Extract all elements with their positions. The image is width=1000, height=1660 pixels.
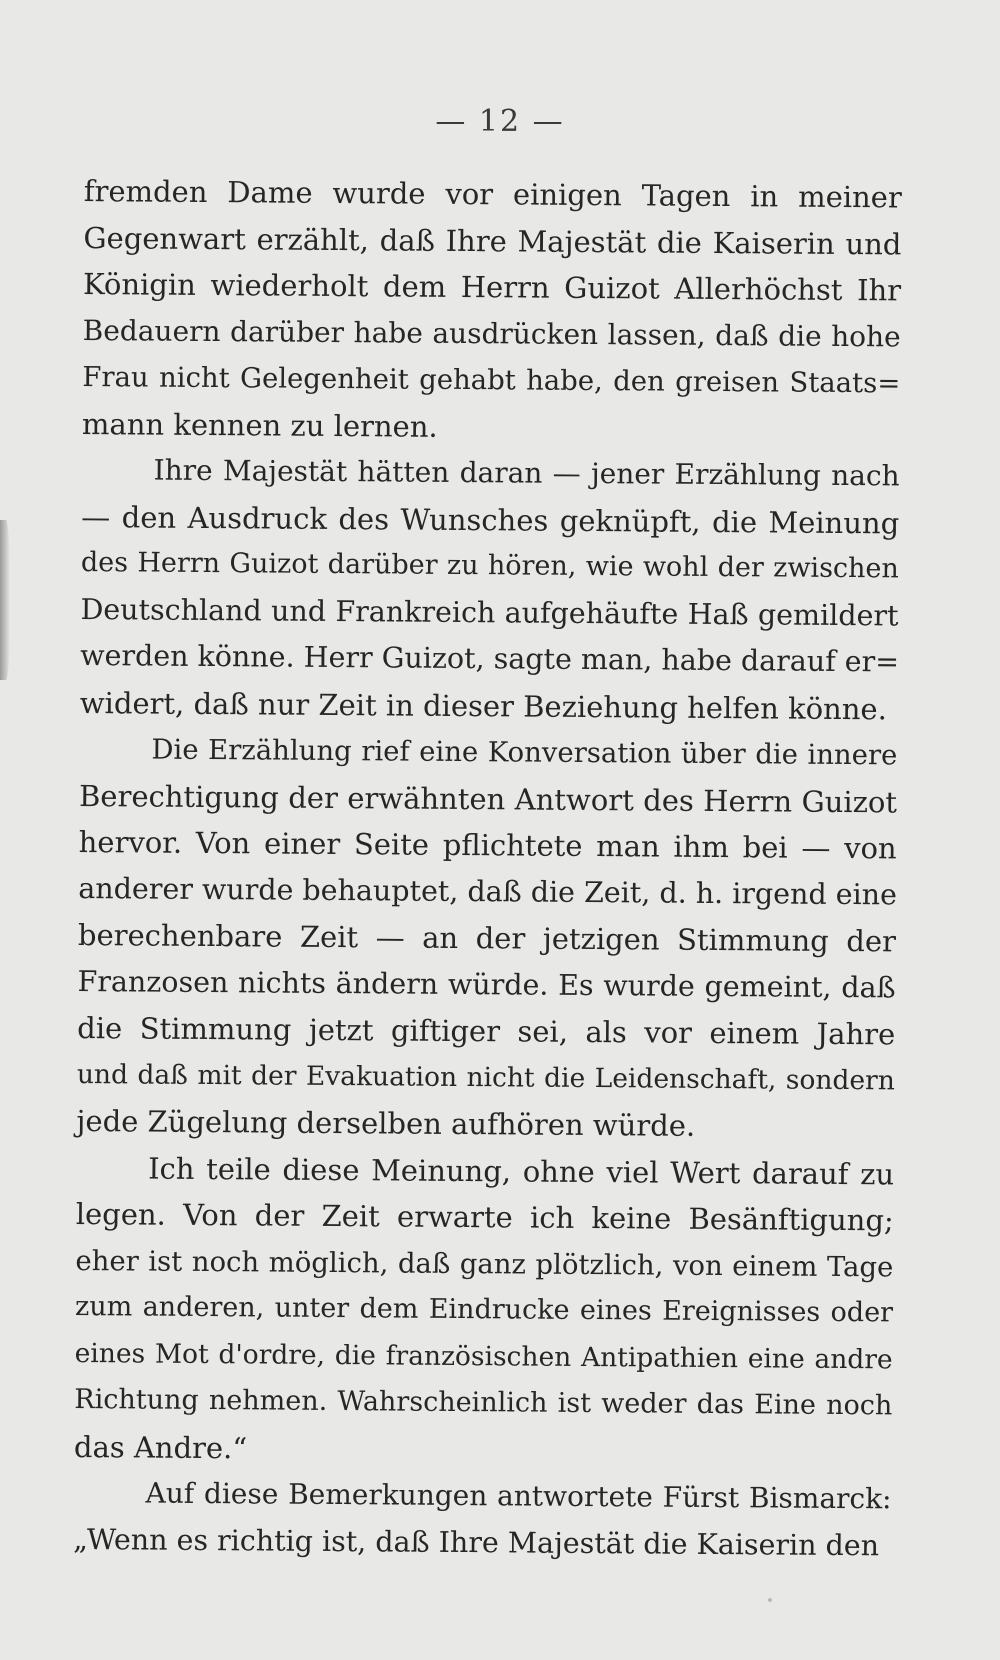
- text-line: die Stimmung jetzt giftiger sei, als vor einem Jahre: [77, 1010, 896, 1052]
- text-line: zum anderen, unter dem Eindrucke eines Ereignisses oder: [74, 1290, 894, 1329]
- text-line: Königin wiederholt dem Herrn Guizot Allerhöchst Ihr: [82, 266, 902, 308]
- text-line: Richtung nehmen. Wahrscheinlich ist weder das Eine noch: [74, 1383, 893, 1422]
- paragraph: [82, 168, 902, 453]
- text-line: legen. Von der Zeit erwarte ich keine Besänftigung;: [75, 1196, 894, 1238]
- paragraph: [80, 447, 900, 732]
- text-line: Ihre Majestät hätten daran — jener Erzählung nach: [153, 453, 900, 493]
- text-line: eher ist noch möglich, daß ganz plötzlich, von einem Tage: [75, 1244, 894, 1283]
- text-line: „Wenn es richtig ist, daß Ihre Majestät die Kaiserin den: [73, 1522, 880, 1562]
- text-line: — den Ausdruck des Wunsches geknüpft, die Meinung: [81, 499, 900, 540]
- body-text: [73, 168, 902, 1569]
- text-line: jede Zügelung derselben aufhören würde.: [76, 1103, 696, 1143]
- text-line: und daß mit der Evakuation nicht die Leidenschaft, sondern: [76, 1058, 895, 1096]
- text-line: Frau nicht Gelegenheit gehabt habe, den greisen Staats=: [82, 360, 901, 400]
- text-line: widert, daß nur Zeit in dieser Beziehung helfen könne.: [79, 685, 888, 726]
- paragraph: [74, 1144, 895, 1476]
- page-number: — 12 —: [435, 104, 565, 139]
- text-line: werden könne. Herr Guizot, sagte man, habe darauf er=: [80, 638, 900, 679]
- text-line: Gegenwart erzählt, daß Ihre Majestät die Kaiserin und: [83, 220, 902, 261]
- text-line: Franzosen nichts ändern würde. Es wurde gemeint, daß: [77, 964, 896, 1004]
- text-line: hervor. Von einer Seite pflichtete man ihm bei — von: [78, 824, 897, 866]
- text-line: berechenbare Zeit — an der jetzigen Stimmung der: [77, 917, 897, 959]
- paragraph: [73, 1470, 892, 1569]
- text-line: Die Erzählung rief eine Konversation über die innere: [151, 733, 898, 772]
- text-line: fremden Dame wurde vor einigen Tagen in meiner: [83, 173, 902, 215]
- text-line: anderer wurde behauptet, daß die Zeit, d. h. irgend eine: [78, 871, 898, 911]
- text-line: Bedauern darüber habe ausdrücken lassen, daß die hohe: [82, 313, 901, 353]
- text-line: das Andre.“: [73, 1429, 248, 1465]
- paper-speck: [768, 1598, 772, 1602]
- paragraph: [76, 726, 897, 1151]
- binding-shadow: [0, 520, 10, 680]
- text-line: Ich teile diese Meinung, ohne viel Wert darauf zu: [148, 1151, 895, 1191]
- text-line: Auf diese Bemerkungen antwortete Fürst Bismarck:: [145, 1476, 892, 1516]
- text-line: Berechtigung der erwähnten Antwort des Herrn Guizot: [78, 778, 898, 819]
- text-line: Deutschland und Frankreich aufgehäufte Haß gemildert: [80, 592, 899, 632]
- text-line: eines Mot d'ordre, die französischen Antipathien eine andre: [74, 1337, 893, 1375]
- text-line: mann kennen zu lernen.: [81, 406, 438, 444]
- text-line: des Herrn Guizot darüber zu hören, wie wohl der zwischen: [80, 546, 899, 585]
